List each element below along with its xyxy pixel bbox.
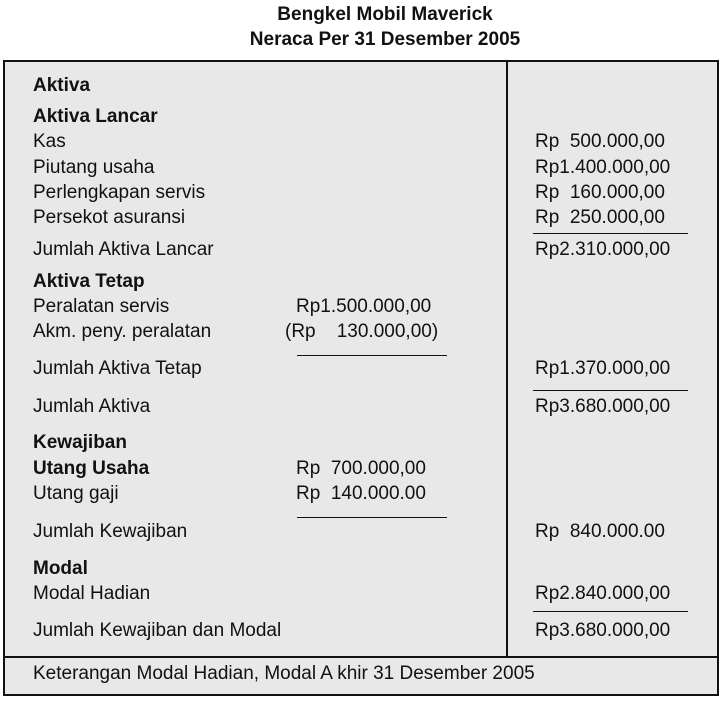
item-label-utang-usaha: Utang Usaha [33, 458, 150, 479]
total-label-aktiva-tetap: Jumlah Aktiva Tetap [33, 358, 202, 379]
item-amount-kas: Rp 500.000,00 [535, 131, 665, 152]
footer-note: Keterangan Modal Hadian, Modal A khir 31 Desember 2005 [33, 663, 535, 684]
item-amount-perlengkapan: Rp 160.000,00 [535, 182, 665, 203]
item-amount-piutang: Rp1.400.000,00 [535, 157, 671, 178]
item-label-persekot: Persekot asuransi [33, 207, 186, 228]
item-label-piutang: Piutang usaha [33, 157, 155, 178]
total-label-aktiva: Jumlah Aktiva [33, 396, 151, 417]
total-label-kewajiban: Jumlah Kewajiban [33, 521, 188, 542]
item-amount-akm-peny: (Rp 130.000,00) [285, 321, 439, 342]
total-amount-aktiva-lancar: Rp2.310.000,00 [535, 239, 671, 260]
item-label-akm-peny: Akm. peny. peralatan [33, 321, 212, 342]
statement-title: Neraca Per 31 Desember 2005 [249, 29, 521, 50]
column-divider [506, 60, 508, 657]
subtotal-underline [533, 233, 688, 234]
item-amount-persekot: Rp 250.000,00 [535, 207, 665, 228]
company-name: Bengkel Mobil Maverick [277, 4, 493, 25]
item-label-kas: Kas [33, 131, 66, 152]
total-amount-kewajiban: Rp 840.000.00 [535, 521, 665, 542]
item-amount-utang-gaji: Rp 140.000.00 [296, 483, 426, 504]
total-label-kewajiban-modal: Jumlah Kewajiban dan Modal [33, 620, 282, 641]
subtotal-underline [533, 390, 688, 391]
subtotal-underline [297, 517, 447, 518]
subtotal-underline [297, 355, 447, 356]
item-label-utang-gaji: Utang gaji [33, 483, 119, 504]
item-amount-modal-hadian: Rp2.840.000,00 [535, 583, 671, 604]
kewajiban-heading: Kewajiban [33, 432, 127, 453]
total-amount-kewajiban-modal: Rp3.680.000,00 [535, 620, 671, 641]
modal-heading: Modal [33, 558, 88, 579]
subtotal-underline [533, 611, 688, 612]
aktiva-heading: Aktiva [33, 75, 91, 96]
item-label-perlengkapan: Perlengkapan servis [33, 182, 206, 203]
item-label-peralatan: Peralatan servis [33, 296, 170, 317]
total-amount-aktiva-tetap: Rp1.370.000,00 [535, 358, 671, 379]
aktiva-lancar-heading: Aktiva Lancar [33, 106, 158, 127]
aktiva-tetap-heading: Aktiva Tetap [33, 271, 145, 292]
total-label-aktiva-lancar: Jumlah Aktiva Lancar [33, 239, 214, 260]
item-amount-utang-usaha: Rp 700.000,00 [296, 458, 426, 479]
item-label-modal-hadian: Modal Hadian [33, 583, 151, 604]
footer-divider [3, 656, 719, 658]
total-amount-aktiva: Rp3.680.000,00 [535, 396, 671, 417]
item-amount-peralatan: Rp1.500.000,00 [296, 296, 432, 317]
